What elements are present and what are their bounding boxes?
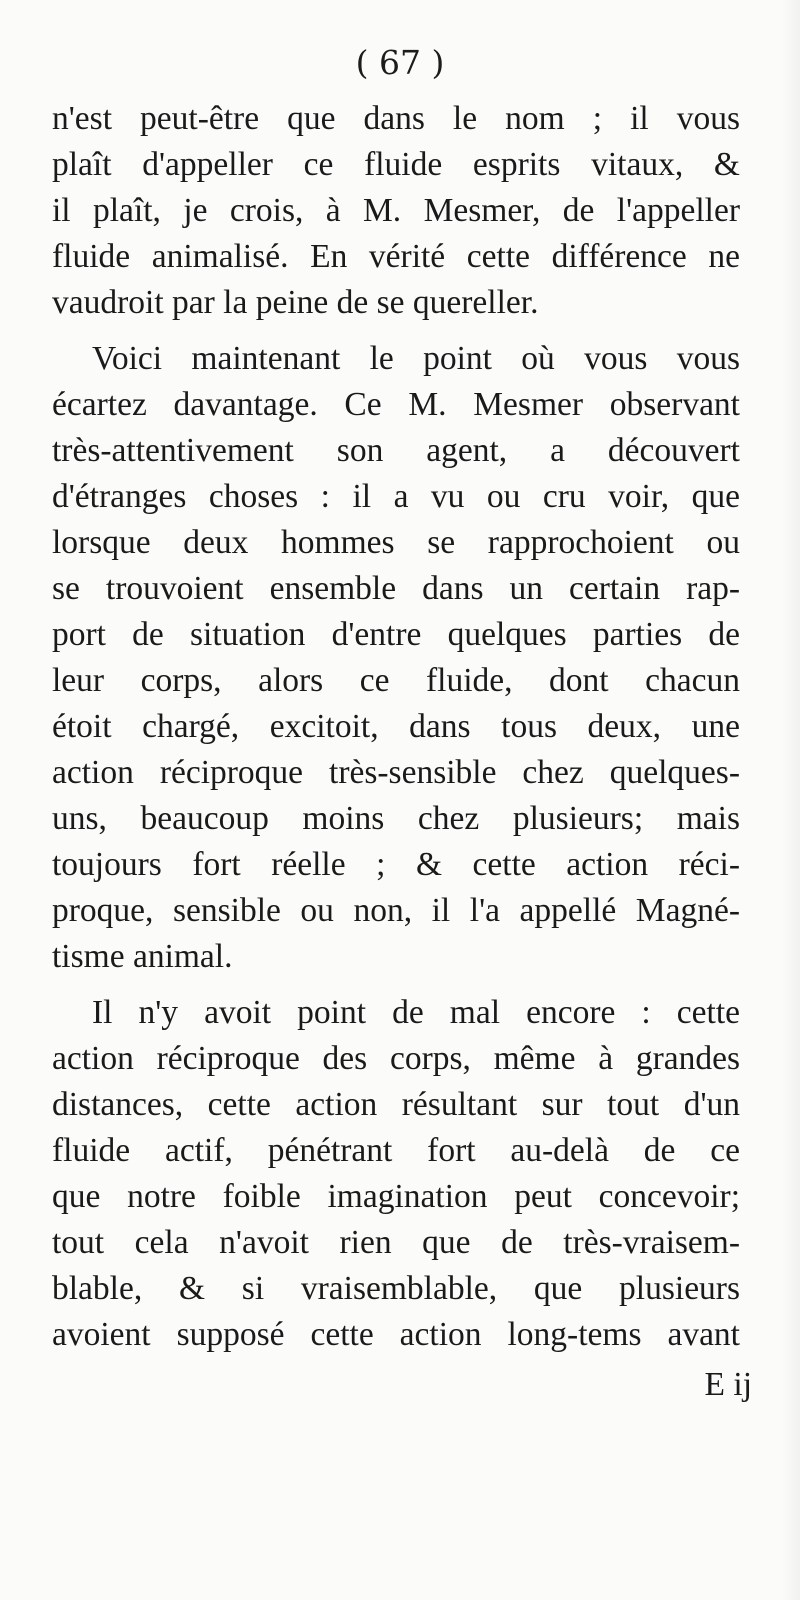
page-edge-shadow xyxy=(782,0,800,1600)
text-line: d'étranges choses : il a vu ou cru voir, que xyxy=(52,478,740,515)
text-line: lorsque deux hommes se rapprochoient ou xyxy=(52,524,740,561)
text-line: fluide actif, pénétrant fort au-delà de ce xyxy=(52,1132,740,1169)
catchword-signature: E ij xyxy=(704,1366,752,1403)
text-line: n'est peut-être que dans le nom ; il vous xyxy=(52,100,740,137)
text-line: vaudroit par la peine de se quereller. xyxy=(52,284,539,321)
text-line: avoient supposé cette action long-tems avant xyxy=(52,1316,740,1353)
text-line: proque, sensible ou non, il l'a appellé Magné- xyxy=(52,892,740,929)
text-line: toujours fort réelle ; & cette action réci- xyxy=(52,846,740,883)
text-line: action réciproque très-sensible chez quelques- xyxy=(52,754,740,791)
page-number: ( 67 ) xyxy=(355,43,445,82)
body-text xyxy=(52,96,740,1358)
text-line: il plaît, je crois, à M. Mesmer, de l'appeller xyxy=(52,192,740,229)
text-line: écartez davantage. Ce M. Mesmer observant xyxy=(52,386,740,423)
text-line: tisme animal. xyxy=(52,938,233,975)
text-line: étoit chargé, excitoit, dans tous deux, une xyxy=(52,708,740,745)
paragraph-3 xyxy=(52,990,740,1358)
text-line: plaît d'appeller ce fluide esprits vitaux, & xyxy=(52,146,740,183)
text-line: Voici maintenant le point où vous vous xyxy=(92,340,740,377)
text-line: distances, cette action résultant sur tout d'un xyxy=(52,1086,740,1123)
text-line: se trouvoient ensemble dans un certain rap- xyxy=(52,570,740,607)
text-line: action réciproque des corps, même à grandes xyxy=(52,1040,740,1077)
text-line: leur corps, alors ce fluide, dont chacun xyxy=(52,662,740,699)
text-line: tout cela n'avoit rien que de très-vraisem- xyxy=(52,1224,740,1261)
text-line: Il n'y avoit point de mal encore : cette xyxy=(92,994,740,1031)
paragraph-2 xyxy=(52,336,740,980)
text-line: que notre foible imagination peut concevoir; xyxy=(52,1178,740,1215)
text-line: fluide animalisé. En vérité cette différence ne xyxy=(52,238,740,275)
text-line: uns, beaucoup moins chez plusieurs; mais xyxy=(52,800,740,837)
text-line: blable, & si vraisemblable, que plusieurs xyxy=(52,1270,740,1307)
text-line: très-attentivement son agent, a découvert xyxy=(52,432,740,469)
text-line: port de situation d'entre quelques parties de xyxy=(52,616,740,653)
paragraph-1 xyxy=(52,96,740,326)
